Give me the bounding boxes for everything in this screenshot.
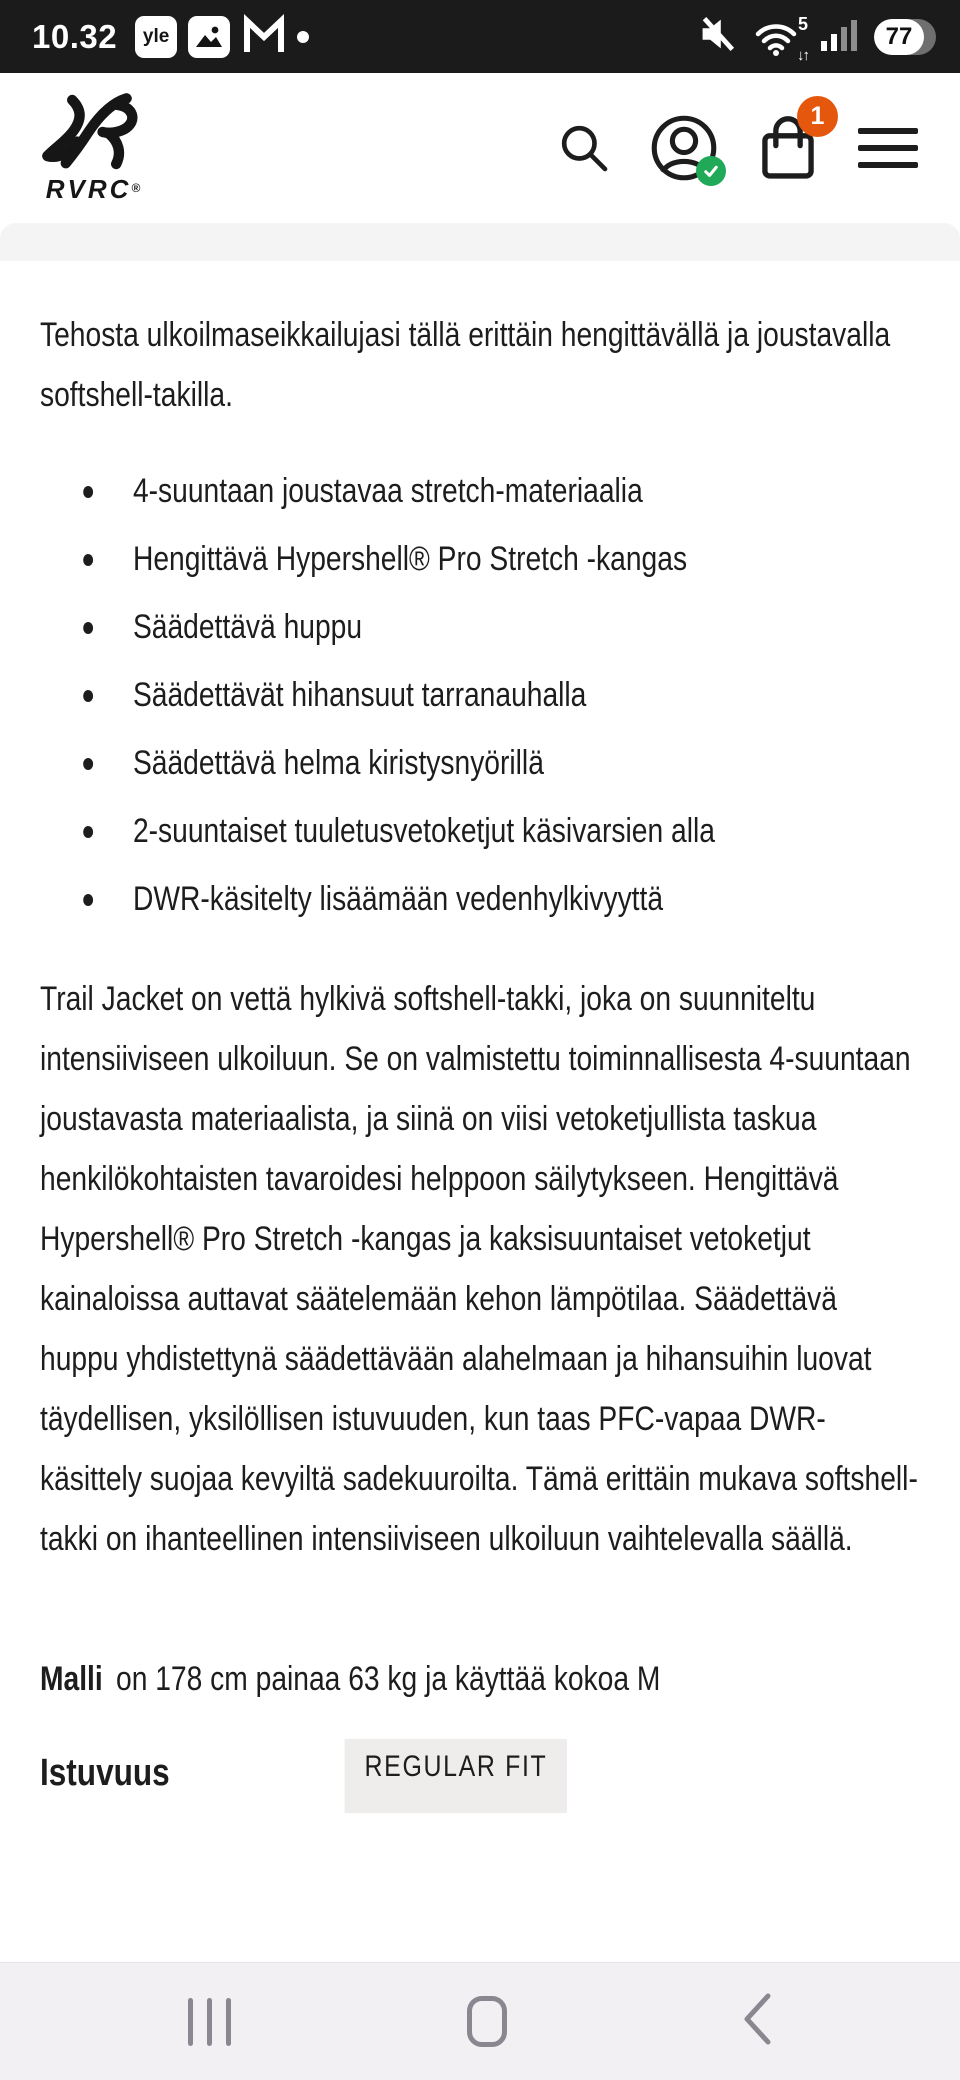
gmail-app-icon — [241, 13, 287, 60]
product-long-description: Trail Jacket on vettä hylkivä softshell-takki, joka on suunniteltu intensiiviseen ulkoiluun. Se on valmistettu toiminnallisesta 4-suuntaan joustavasta materiaalista, ja siinä on viisi vetoketjullista taskua henkilökohtaisten tavaroidesi helppoon säilytykseen. Hengittävä Hypershell® Pro Stretch -kangas ja kaksisuuntaiset vetoketjut kainaloissa auttavat säätelemään kehon lämpötilaa. Säädettävä huppu yhdistettynä säädettävään alahelmaan ja hihansuihin luovat täydellisen, yksilöllisen istuvuuden, kun taas PFC-vapaa DWR-käsittely suojaa kevyiltä sadekuuroilta. Tämä erittäin mukava softshell-takki on ihanteellinen intensiiviseen ulkoiluun vaihtelevalla säällä. — [40, 980, 918, 1558]
gallery-app-icon — [188, 16, 230, 58]
rvrc-logo[interactable] — [34, 92, 152, 205]
section-divider — [0, 223, 960, 261]
battery-percent: 77 — [885, 22, 913, 50]
rvrc-logo-mark — [34, 92, 152, 172]
model-label: Malli — [40, 1660, 103, 1698]
back-button[interactable] — [742, 1991, 772, 2052]
product-description-section — [0, 261, 960, 1813]
model-info — [40, 1649, 920, 1709]
status-time: 10.32 — [32, 17, 118, 55]
rvrc-logo-text: RVRC® — [45, 173, 141, 204]
notification-dot — [297, 31, 309, 43]
fit-value-chip: REGULAR FIT — [345, 1739, 568, 1813]
fit-spec-row — [40, 1739, 920, 1813]
android-nav-bar — [0, 1962, 960, 2080]
menu-icon — [858, 128, 918, 134]
home-button[interactable] — [467, 1996, 507, 2047]
recents-button[interactable] — [188, 1998, 231, 2046]
cart-badge: 1 — [797, 96, 838, 137]
status-system-icons — [693, 11, 936, 62]
condensed-text-wrapper — [40, 305, 920, 1813]
recents-icon — [188, 1998, 193, 2046]
fit-label: Istuvuus — [40, 1752, 170, 1794]
account-button[interactable] — [650, 114, 718, 182]
feature-item: Säädettävä helma kiristysnyörillä — [40, 733, 920, 793]
feature-item: DWR-käsitelty lisäämään vedenhylkivyyttä — [40, 869, 920, 929]
model-text: on 178 cm painaa 63 kg ja käyttää kokoa M — [116, 1660, 661, 1698]
feature-item: Hengittävä Hypershell® Pro Stretch -kangas — [40, 529, 920, 589]
product-intro: Tehosta ulkoilmaseikkailujasi tällä erittäin hengittävällä ja joustavalla softshell-takilla. — [40, 316, 891, 414]
yle-app-icon: yle — [135, 16, 177, 58]
feature-item: 2-suuntaiset tuuletusvetoketjut käsivarsien alla — [40, 801, 920, 861]
cart-button[interactable] — [756, 102, 825, 182]
back-icon — [742, 1991, 772, 2047]
feature-list — [40, 461, 920, 929]
feature-item: Säädettävät hihansuut tarranauhalla — [40, 665, 920, 725]
search-button[interactable] — [556, 120, 612, 176]
header-actions — [556, 102, 918, 182]
search-icon — [556, 120, 612, 176]
wifi-icon: 5 ↓↑ — [754, 14, 806, 60]
sound-muted-icon — [693, 11, 739, 62]
signal-strength-icon — [821, 17, 859, 56]
account-check-badge — [696, 156, 726, 186]
feature-item: Säädettävä huppu — [40, 597, 920, 657]
battery-icon — [874, 19, 936, 55]
shop-header — [0, 73, 960, 223]
feature-item: 4-suuntaan joustavaa stretch-materiaalia — [40, 461, 920, 521]
registered-mark: ® — [131, 180, 141, 195]
menu-button[interactable] — [858, 128, 918, 168]
status-bar — [0, 0, 960, 73]
